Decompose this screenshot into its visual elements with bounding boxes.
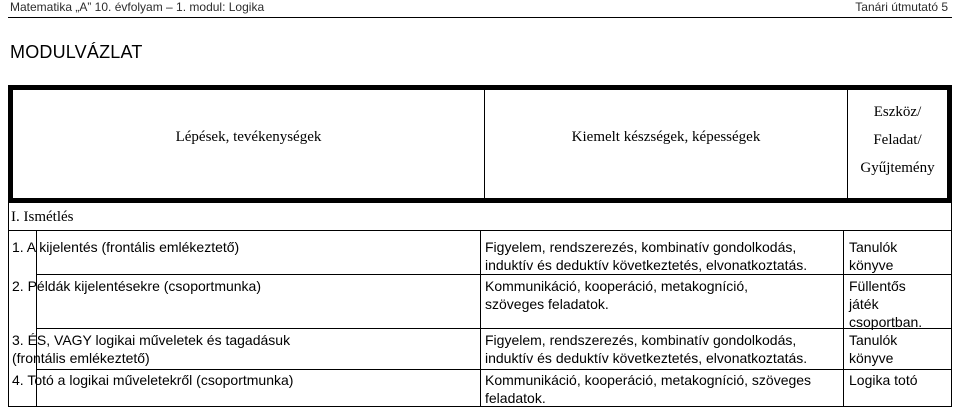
header-label-steps: Lépések, tevékenységek	[175, 129, 322, 145]
row-tool-line: könyve	[849, 257, 894, 273]
row-skills-line: induktív és deduktív következtetés, elvonatkoztatás.	[485, 257, 808, 273]
row-steps	[12, 331, 462, 367]
row-tool-line: könyve	[849, 350, 894, 366]
row-steps	[12, 277, 462, 295]
row-tool	[849, 277, 949, 331]
header-tools-line: Eszköz/	[873, 104, 922, 120]
column-divider-1	[480, 230, 481, 406]
row-tool	[849, 238, 949, 274]
header-tools-line: Feladat/	[873, 132, 922, 148]
row-skills-line: Kommunikáció, kooperáció, metakogníció,	[485, 278, 749, 294]
section-heading: I. Ismétlés	[11, 209, 74, 225]
header-label-tools	[848, 98, 947, 182]
table-bottom-border	[8, 406, 952, 407]
row-tool-line: Füllentős	[849, 278, 906, 294]
page-header	[0, 0, 960, 14]
row-tool-line: csoportban.	[849, 314, 923, 330]
row-skills	[485, 371, 835, 407]
row-skills	[485, 277, 835, 313]
row-tool-line: Logika totó	[849, 372, 918, 388]
table-right-border	[951, 203, 952, 406]
page-title: MODULVÁZLAT	[10, 42, 143, 62]
header-cell-skills	[485, 90, 848, 198]
row-steps-line: 1. A kijelentés (frontális emlékeztető)	[12, 239, 240, 255]
table-header	[8, 85, 952, 203]
row-skills-line: induktív és deduktív következtetés, elvonatkoztatás.	[485, 350, 808, 366]
column-divider-2	[843, 230, 844, 406]
header-cell-steps	[13, 90, 485, 198]
row-skills-line: szöveges feladatok.	[485, 296, 609, 312]
row-steps	[12, 238, 462, 256]
row-tool-line: Tanulók	[849, 332, 898, 348]
row-steps-line: (frontális emlékeztető)	[12, 350, 150, 366]
header-right-text: Tanári útmutató 5	[855, 0, 948, 14]
header-rule	[8, 17, 952, 18]
row-skills-line: Figyelem, rendszerezés, kombinatív gondolkodás,	[485, 332, 797, 348]
row-tool	[849, 371, 949, 389]
row-tool	[849, 331, 949, 367]
row-divider	[36, 369, 952, 370]
row-tool-line: Tanulók	[849, 239, 898, 255]
header-tools-line: Gyűjtemény	[860, 160, 935, 176]
row-skills	[485, 238, 835, 274]
row-skills	[485, 331, 835, 367]
header-label-skills: Kiemelt készségek, képességek	[571, 129, 761, 145]
row-steps-line: 4. Totó a logikai műveletekről (csoportmunka)	[12, 372, 294, 388]
row-skills-line: Figyelem, rendszerezés, kombinatív gondolkodás,	[485, 239, 797, 255]
row-steps-line: 3. ÉS, VAGY logikai műveletek és tagadásuk	[12, 332, 291, 348]
header-cell-tools	[848, 90, 947, 198]
row-steps	[12, 371, 462, 389]
row-skills-line: feladatok.	[485, 390, 546, 406]
row-skills-line: Kommunikáció, kooperáció, metakogníció, szöveges	[485, 372, 812, 388]
row-steps-line: 2. Példák kijelentésekre (csoportmunka)	[12, 278, 262, 294]
header-left-text: Matematika „A” 10. évfolyam – 1. modul: Logika	[10, 0, 265, 14]
row-divider	[36, 274, 952, 275]
table-left-border	[8, 203, 9, 406]
row-divider	[36, 328, 952, 329]
row-tool-line: játék	[849, 296, 879, 312]
